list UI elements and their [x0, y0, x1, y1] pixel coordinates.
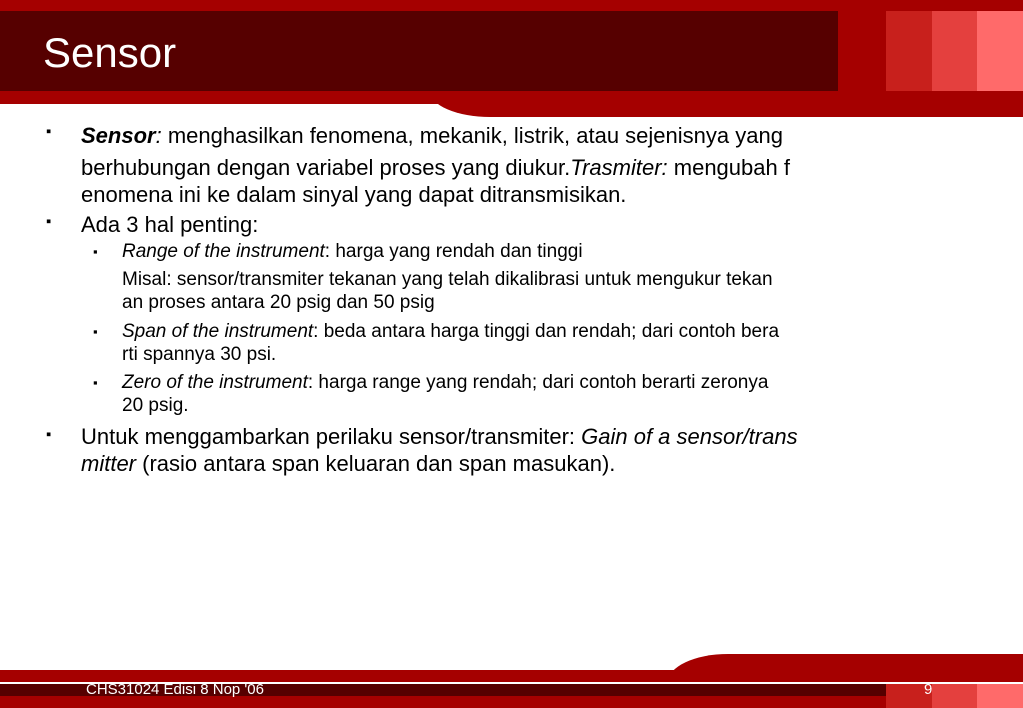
text-zero-line2: 20 psig.: [122, 395, 189, 416]
bullet-marker: ▪: [46, 213, 52, 230]
term-span: Span of the instrument: [122, 321, 314, 342]
term-trasmiter: Trasmiter:: [570, 155, 668, 180]
header-accent-block-2: [932, 11, 977, 91]
text-gain-b: (rasio antara span keluaran dan span masukan).: [136, 451, 616, 476]
term-sensor: Sensor: [81, 123, 156, 148]
text-sensor-c: mengubah f: [667, 155, 790, 180]
footer-accent-block-2: [932, 684, 977, 708]
text-range-line3: an proses antara 20 psig dan 50 psig: [122, 292, 435, 313]
text-sensor-b: berhubungan dengan variabel proses yang diukur.: [81, 155, 571, 180]
sub-bullet-range: [122, 240, 942, 314]
text-range: : harga yang rendah dan tinggi: [324, 241, 583, 262]
text-sensor-a: menghasilkan fenomena, mekanik, listrik, atau sejenisnya yang: [161, 123, 783, 148]
sub-bullet-span: [122, 320, 942, 366]
term-zero: Zero of the instrument: [122, 372, 308, 393]
text-zero: : harga range yang rendah; dari contoh berarti zeronya: [307, 372, 769, 393]
term-gain-a: Gain of a sensor/trans: [581, 424, 798, 449]
footer-course-label: CHS31024 Edisi 8 Nop '06: [86, 681, 264, 698]
sub-bullet-marker: ▪: [93, 244, 98, 259]
sub-bullet-marker: ▪: [93, 324, 98, 339]
text-sensor-d: enomena ini ke dalam sinyal yang dapat ditransmisikan.: [81, 182, 627, 207]
header-accent-block-1: [886, 11, 932, 91]
text-span-line2: rti spannya 30 psi.: [122, 344, 277, 365]
header-curve: [430, 91, 1023, 117]
bullet-sensor: [81, 122, 941, 208]
term-gain-b: mitter: [81, 451, 136, 476]
bullet-ada-3: Ada 3 hal penting:: [81, 212, 259, 237]
text-gain-a: Untuk menggambarkan perilaku sensor/transmiter:: [81, 424, 582, 449]
sub-bullet-marker: ▪: [93, 375, 98, 390]
text-range-line2: Misal: sensor/transmiter tekanan yang telah dikalibrasi untuk mengukur tekan: [122, 269, 773, 290]
bullet-gain: [81, 423, 941, 477]
header-top-strip: [0, 0, 1023, 11]
sub-bullet-zero: [122, 371, 942, 417]
bullet-marker: ▪: [46, 123, 52, 140]
bullet-marker: ▪: [46, 426, 52, 443]
footer-accent-block-3: [977, 684, 1023, 708]
header-accent-block-3: [977, 11, 1023, 91]
term-range: Range of the instrument: [122, 241, 325, 262]
slide-title: Sensor: [43, 29, 177, 76]
text-span: : beda antara harga tinggi dan rendah; dari contoh bera: [313, 321, 780, 342]
page-number: 9: [924, 681, 933, 698]
term-colon: :: [155, 123, 162, 148]
